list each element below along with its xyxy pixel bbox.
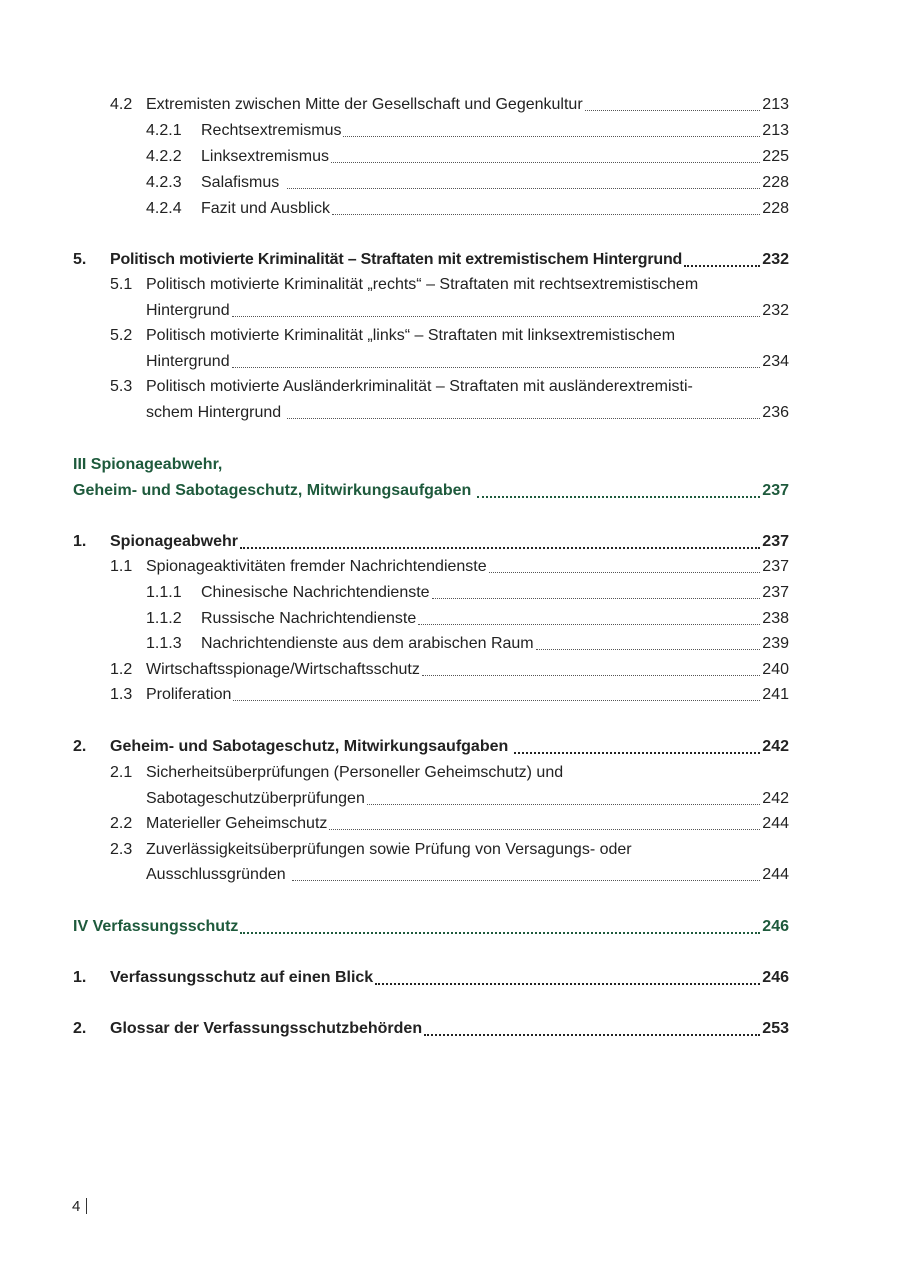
toc-entry-number: 1.2 — [110, 661, 133, 678]
toc-entry-number: 4.2.1 — [146, 122, 182, 139]
dot-leader — [332, 213, 760, 215]
toc-chapter-2-glossar[interactable] — [0, 1016, 900, 1042]
dot-leader — [684, 264, 760, 267]
toc-chapter-1[interactable] — [0, 529, 900, 555]
toc-chapter-2[interactable] — [0, 734, 900, 760]
toc-entry-2-1-cont[interactable] — [0, 786, 900, 812]
toc-entry-title: Nachrichtendienste aus dem arabischen Raum — [201, 635, 534, 652]
toc-entry-number: 2. — [73, 1020, 87, 1037]
toc-entry-title-cont: Ausschlussgründen — [146, 866, 286, 883]
toc-entry-title: Politisch motivierte Kriminalität „links“ – Straftaten mit linksextremistischem — [146, 327, 676, 344]
toc-entry-number: 1. — [73, 969, 87, 986]
toc-entry-number: 1.1 — [110, 558, 133, 575]
toc-entry-title: Fazit und Ausblick — [201, 200, 330, 217]
toc-entry-title: Glossar der Verfassungsschutzbehörden — [110, 1020, 423, 1037]
dot-leader — [489, 571, 761, 573]
toc-entry-number: 5.2 — [110, 327, 133, 344]
toc-entry-title: Verfassungsschutz auf einen Blick — [110, 969, 374, 986]
dot-leader — [329, 828, 760, 830]
toc-entry-title: Geheim- und Sabotageschutz, Mitwirkungsaufgaben — [110, 738, 509, 755]
toc-entry-page: 246 — [762, 969, 789, 986]
dot-leader — [536, 648, 761, 650]
toc-entry-1-1[interactable] — [0, 554, 900, 580]
toc-entry-page: 213 — [762, 96, 789, 113]
toc-entry-title: Politisch motivierte Ausländerkriminalität – Straftaten mit ausländerextremisti- — [146, 378, 693, 395]
toc-entry-page: 253 — [762, 1020, 789, 1037]
dot-leader — [367, 803, 760, 805]
toc-entry-page: 239 — [762, 635, 789, 652]
toc-entry-number: 2.2 — [110, 815, 133, 832]
toc-entry-title: Sicherheitsüberprüfungen (Personeller Geheimschutz) und — [146, 764, 564, 781]
toc-entry-page: 237 — [762, 482, 789, 499]
dot-leader — [292, 879, 761, 881]
toc-entry-5-3[interactable] — [0, 374, 900, 400]
toc-entry-1-1-1[interactable] — [0, 580, 900, 606]
toc-entry-title: Chinesische Nachrichtendienste — [201, 584, 430, 601]
toc-entry-4-2-4[interactable] — [0, 196, 900, 222]
toc-entry-title: Salafismus — [201, 174, 280, 191]
toc-entry-2-1[interactable] — [0, 760, 900, 786]
dot-leader — [514, 751, 760, 754]
toc-entry-2-2[interactable] — [0, 811, 900, 837]
toc-entry-title-cont: Hintergrund — [146, 302, 230, 319]
toc-entry-page: 228 — [762, 174, 789, 191]
toc-entry-title-cont: Hintergrund — [146, 353, 230, 370]
toc-entry-1-2[interactable] — [0, 657, 900, 683]
dot-leader — [422, 674, 760, 676]
toc-entry-page: 213 — [762, 122, 789, 139]
toc-entry-page: 234 — [762, 353, 789, 370]
toc-entry-title-cont: schem Hintergrund — [146, 404, 282, 421]
toc-entry-title: Spionageaktivitäten fremder Nachrichtendienste — [146, 558, 487, 575]
toc-entry-title: Politisch motivierte Kriminalität „rechts“ – Straftaten mit rechtsextremistischem — [146, 276, 699, 293]
toc-entry-number: 1.3 — [110, 686, 133, 703]
toc-entry-number: 2.1 — [110, 764, 133, 781]
toc-entry-title: Wirtschaftsspionage/Wirtschaftsschutz — [146, 661, 420, 678]
dot-leader — [432, 597, 761, 599]
toc-entry-1-1-3[interactable] — [0, 631, 900, 657]
dot-leader — [424, 1033, 760, 1036]
dot-leader — [233, 699, 760, 701]
footer-divider — [86, 1198, 87, 1214]
dot-leader — [343, 135, 760, 137]
toc-entry-5-2[interactable] — [0, 323, 900, 349]
dot-leader — [287, 187, 760, 189]
toc-entry-number: 1.1.1 — [146, 584, 182, 601]
toc-entry-title: Politisch motivierte Kriminalität – Straftaten mit extremistischem Hintergrund — [110, 251, 683, 268]
dot-leader — [232, 315, 761, 317]
toc-entry-4-2-3[interactable] — [0, 170, 900, 196]
toc-entry-5-1-cont[interactable] — [0, 298, 900, 324]
toc-entry-page: 244 — [762, 815, 789, 832]
toc-entry-title: Proliferation — [146, 686, 232, 703]
toc-entry-number: 1.1.3 — [146, 635, 182, 652]
toc-entry-4-2-2[interactable] — [0, 144, 900, 170]
toc-entry-number: 4.2 — [110, 96, 133, 113]
toc-entry-page: 242 — [762, 790, 789, 807]
toc-entry-page: 237 — [762, 558, 789, 575]
toc-entry-page: 236 — [762, 404, 789, 421]
toc-entry-number: 5. — [73, 251, 87, 268]
dot-leader — [477, 495, 760, 498]
toc-entry-page: 244 — [762, 866, 789, 883]
toc-entry-number: 5.3 — [110, 378, 133, 395]
toc-entry-1-1-2[interactable] — [0, 606, 900, 632]
toc-entry-number: 1. — [73, 533, 87, 550]
toc-entry-page: 240 — [762, 661, 789, 678]
dot-leader — [585, 109, 761, 111]
toc-part-IV[interactable] — [0, 914, 900, 940]
toc-entry-title-cont: Sabotageschutzüberprüfungen — [146, 790, 365, 807]
dot-leader — [375, 982, 760, 985]
dot-leader — [232, 366, 761, 368]
toc-entry-title: Zuverlässigkeitsüberprüfungen sowie Prüfung von Versagungs- oder — [146, 841, 632, 858]
toc-entry-page: 238 — [762, 610, 789, 627]
toc-entry-title: Linksextremismus — [201, 148, 330, 165]
toc-entry-page: 237 — [762, 533, 789, 550]
toc-entry-5-3-cont[interactable] — [0, 400, 900, 426]
toc-entry-number: 4.2.3 — [146, 174, 182, 191]
toc-entry-number: 2.3 — [110, 841, 133, 858]
toc-entry-page: 232 — [762, 302, 789, 319]
toc-entry-1-3[interactable] — [0, 682, 900, 708]
toc-entry-number: 5.1 — [110, 276, 133, 293]
toc-entry-page: 228 — [762, 200, 789, 217]
page-number: 4 — [72, 1198, 81, 1215]
toc-entry-2-3[interactable] — [0, 837, 900, 863]
toc-entry-4-2[interactable] — [0, 92, 900, 118]
toc-entry-number: 4.2.4 — [146, 200, 182, 217]
dot-leader — [287, 417, 760, 419]
toc-entry-page: 237 — [762, 584, 789, 601]
page-footer — [72, 1198, 87, 1215]
toc-entry-4-2-1[interactable] — [0, 118, 900, 144]
toc-chapter-1-blick[interactable] — [0, 965, 900, 991]
dot-leader — [331, 161, 760, 163]
toc-entry-5-1[interactable] — [0, 272, 900, 298]
toc-entry-title: Russische Nachrichtendienste — [201, 610, 417, 627]
dot-leader — [418, 623, 760, 625]
toc-entry-title: Spionageabwehr — [110, 533, 239, 550]
dot-leader — [240, 931, 760, 934]
toc-entry-number: 4.2.2 — [146, 148, 182, 165]
toc-entry-page: 241 — [762, 686, 789, 703]
toc-entry-page: 246 — [762, 918, 789, 935]
toc-entry-title: Extremisten zwischen Mitte der Gesellschaft und Gegenkultur — [146, 96, 583, 113]
toc-entry-2-3-cont[interactable] — [0, 862, 900, 888]
toc-part-title-cont: Geheim- und Sabotageschutz, Mitwirkungsaufgaben — [73, 482, 472, 499]
toc-entry-page: 225 — [762, 148, 789, 165]
toc-part-title: IV Verfassungsschutz — [73, 918, 239, 935]
toc-chapter-5[interactable] — [0, 247, 900, 273]
toc-part-III[interactable] — [0, 452, 900, 478]
toc-entry-number: 2. — [73, 738, 87, 755]
dot-leader — [240, 546, 760, 549]
toc-entry-5-2-cont[interactable] — [0, 349, 900, 375]
toc-entry-title: Rechtsextremismus — [201, 122, 342, 139]
toc-entry-title: Materieller Geheimschutz — [146, 815, 328, 832]
toc-part-title: III Spionageabwehr, — [73, 456, 223, 473]
toc-entry-page: 232 — [762, 251, 789, 268]
toc-part-III-cont[interactable] — [0, 478, 900, 504]
toc-entry-number: 1.1.2 — [146, 610, 182, 627]
toc-entry-page: 242 — [762, 738, 789, 755]
